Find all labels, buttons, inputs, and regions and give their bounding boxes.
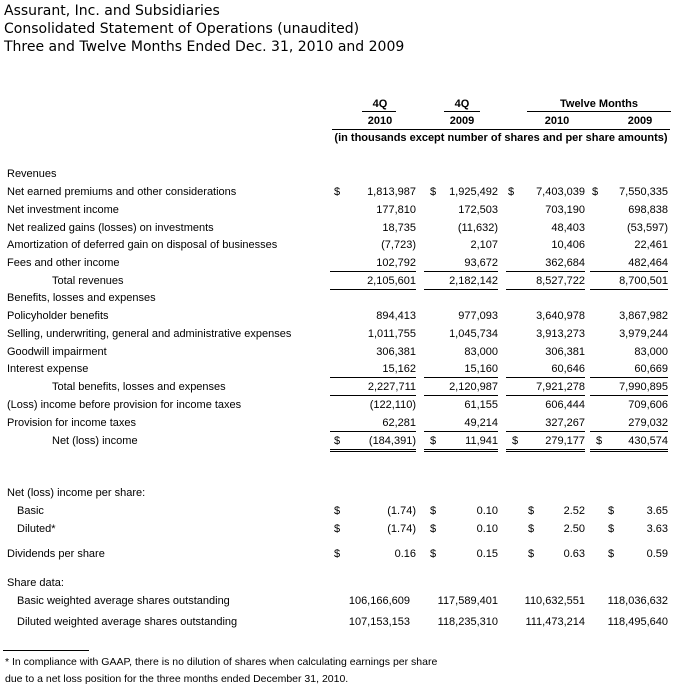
cell: 18,735	[382, 222, 416, 234]
col-year-3: 2010	[544, 115, 570, 127]
cell: 3,867,982	[619, 310, 668, 322]
cell: 306,381	[376, 346, 416, 358]
double-rule	[330, 449, 416, 450]
cell: 83,000	[464, 346, 498, 358]
cell: 177,810	[376, 204, 416, 216]
footnote-rule	[3, 650, 89, 651]
subtotal-rule	[590, 395, 668, 396]
total-revenues-label: Total revenues	[52, 275, 124, 287]
cell: 7,550,335	[619, 186, 668, 198]
currency-sign: $	[528, 505, 535, 517]
cell: 60,669	[634, 363, 668, 375]
cell: 3,913,273	[536, 328, 585, 340]
cell: 2,120,987	[449, 381, 498, 393]
cell: (1.74)	[387, 523, 416, 535]
currency-sign: $	[528, 523, 535, 535]
col-year-2: 2009	[449, 115, 475, 127]
subtotal-rule	[506, 395, 585, 396]
cell: 709,606	[628, 399, 668, 411]
currency-sign: $	[512, 435, 519, 447]
cell: 10,406	[551, 239, 585, 251]
cell: 62,281	[382, 417, 416, 429]
subtotal-rule	[424, 271, 498, 272]
currency-sign: $	[334, 435, 341, 447]
cell: (184,391)	[368, 435, 416, 447]
tax-label: Provision for income taxes	[7, 417, 136, 429]
subtotal-rule	[424, 431, 498, 432]
cell: 0.10	[476, 505, 498, 517]
currency-sign: $	[592, 186, 599, 198]
currency-sign: $	[334, 505, 341, 517]
cell: 118,036,632	[607, 595, 668, 607]
double-rule	[506, 451, 585, 452]
footnote-line-1: * In compliance with GAAP, there is no dilution of shares when calculating earnings per share	[5, 656, 438, 668]
cell: 698,838	[628, 204, 668, 216]
cell: 2,107	[470, 239, 498, 251]
cell: 430,574	[628, 435, 668, 447]
currency-sign: $	[608, 548, 615, 560]
currency-sign: $	[430, 505, 437, 517]
cell: 61,155	[464, 399, 498, 411]
cell: 2,105,601	[367, 275, 416, 287]
double-rule	[506, 449, 585, 450]
cell: 1,011,755	[367, 328, 416, 340]
cell: 118,495,640	[607, 616, 668, 628]
double-rule	[330, 451, 416, 452]
cell: 11,941	[465, 435, 498, 447]
cell: (1.74)	[387, 505, 416, 517]
subtotal-rule	[330, 271, 416, 272]
double-rule	[424, 449, 498, 450]
col-header-4q-a: 4Q	[372, 98, 388, 110]
cell: 117,589,401	[437, 595, 498, 607]
currency-sign: $	[608, 505, 615, 517]
subtotal-rule	[424, 395, 498, 396]
currency-sign: $	[508, 186, 515, 198]
cell: 22,461	[634, 239, 668, 251]
header-underline-4q-b	[444, 111, 480, 112]
row-label: Fees and other income	[7, 257, 120, 269]
cell: 48,403	[551, 222, 585, 234]
currency-sign: $	[334, 186, 341, 198]
cell: 7,403,039	[536, 186, 585, 198]
subtotal-rule	[506, 271, 585, 272]
currency-sign: $	[596, 435, 603, 447]
cell: 110,632,551	[524, 595, 585, 607]
cell: 2,182,142	[449, 275, 498, 287]
subtotal-rule	[590, 431, 668, 432]
row-label: Net investment income	[7, 204, 119, 216]
dividends-label: Dividends per share	[7, 548, 105, 560]
basic-eps-label: Basic	[17, 505, 44, 517]
cell: 111,473,214	[525, 616, 585, 628]
currency-sign: $	[608, 523, 615, 535]
cell: 0.63	[563, 548, 585, 560]
revenues-heading: Revenues	[7, 168, 57, 180]
subtotal-rule	[330, 289, 416, 290]
subtotal-rule	[330, 395, 416, 396]
subtotal-rule	[330, 431, 416, 432]
cell: 0.10	[476, 523, 498, 535]
cell: 83,000	[634, 346, 668, 358]
subtotal-rule	[590, 377, 668, 378]
header-underline-4q-a	[362, 111, 396, 112]
cell: 7,921,278	[536, 381, 585, 393]
col-header-4q-b: 4Q	[454, 98, 470, 110]
cell: 3,640,978	[536, 310, 585, 322]
cell: 2.50	[563, 523, 585, 535]
cell: 1,045,734	[449, 328, 498, 340]
basic-shares-label: Basic weighted average shares outstanding	[17, 595, 230, 607]
cell: (53,597)	[627, 222, 668, 234]
footnote-line-2: due to a net loss position for the three months ended December 31, 2010.	[5, 673, 349, 685]
cell: 2.52	[563, 505, 585, 517]
cell: 3.65	[646, 505, 668, 517]
currency-sign: $	[430, 186, 437, 198]
cell: 49,214	[464, 417, 498, 429]
row-label: Amortization of deferred gain on disposal of businesses	[7, 239, 278, 251]
diluted-eps-label: Diluted*	[17, 523, 56, 535]
col-year-1: 2010	[367, 115, 393, 127]
subtotal-rule	[506, 289, 585, 290]
row-label: Selling, underwriting, general and administrative expenses	[7, 328, 292, 340]
header-rule	[332, 129, 670, 130]
double-rule	[424, 451, 498, 452]
cell: (7,723)	[381, 239, 416, 251]
cell: 15,162	[382, 363, 416, 375]
cell: 0.59	[646, 548, 668, 560]
statement-period: Three and Twelve Months Ended Dec. 31, 2010 and 2009	[4, 39, 405, 55]
cell: 1,813,987	[367, 186, 416, 198]
cell: 977,093	[458, 310, 498, 322]
cell: 894,413	[376, 310, 416, 322]
cell: 118,235,310	[437, 616, 498, 628]
cell: 0.16	[394, 548, 416, 560]
benefits-heading: Benefits, losses and expenses	[7, 292, 156, 304]
subtotal-rule	[590, 289, 668, 290]
cell: (122,110)	[369, 399, 416, 411]
cell: 15,160	[464, 363, 498, 375]
cell: 2,227,711	[367, 381, 416, 393]
cell: 703,190	[545, 204, 585, 216]
currency-sign: $	[528, 548, 535, 560]
header-underline-twelve	[527, 111, 671, 112]
cell: 606,444	[545, 399, 585, 411]
pretax-label: (Loss) income before provision for income taxes	[7, 399, 242, 411]
col-header-twelve-months: Twelve Months	[559, 98, 639, 110]
diluted-shares-label: Diluted weighted average shares outstanding	[17, 616, 238, 628]
total-benefits-label: Total benefits, losses and expenses	[52, 381, 226, 393]
subtotal-rule	[506, 431, 585, 432]
per-share-heading: Net (loss) income per share:	[7, 487, 146, 499]
cell: 8,527,722	[536, 275, 585, 287]
currency-sign: $	[430, 523, 437, 535]
currency-sign: $	[334, 548, 341, 560]
row-label: Policyholder benefits	[7, 310, 109, 322]
double-rule	[590, 449, 668, 450]
cell: 279,032	[628, 417, 668, 429]
cell: 7,990,895	[619, 381, 668, 393]
cell: 327,267	[545, 417, 585, 429]
statement-title: Consolidated Statement of Operations (unaudited)	[4, 21, 360, 37]
units-note: (in thousands except number of shares and per share amounts)	[334, 132, 668, 144]
subtotal-rule	[590, 271, 668, 272]
cell: (11,632)	[457, 222, 498, 234]
subtotal-rule	[424, 377, 498, 378]
cell: 1,925,492	[449, 186, 498, 198]
currency-sign: $	[430, 548, 437, 560]
subtotal-rule	[424, 289, 498, 290]
cell: 306,381	[545, 346, 585, 358]
row-label: Interest expense	[7, 363, 89, 375]
double-rule	[590, 451, 668, 452]
col-year-4: 2009	[627, 115, 653, 127]
row-label: Net realized gains (losses) on investments	[7, 222, 214, 234]
cell: 279,177	[545, 435, 585, 447]
cell: 3,979,244	[619, 328, 668, 340]
cell: 8,700,501	[619, 275, 668, 287]
cell: 93,672	[464, 257, 498, 269]
cell: 106,166,609	[348, 595, 410, 607]
subtotal-rule	[506, 377, 585, 378]
row-label: Goodwill impairment	[7, 346, 107, 358]
cell: 482,464	[628, 257, 668, 269]
row-label: Net earned premiums and other considerations	[7, 186, 237, 198]
currency-sign: $	[430, 435, 437, 447]
cell: 60,646	[551, 363, 585, 375]
share-data-heading: Share data:	[7, 577, 64, 589]
net-income-label: Net (loss) income	[52, 435, 138, 447]
cell: 107,153,153	[348, 616, 410, 628]
company-name: Assurant, Inc. and Subsidiaries	[4, 3, 220, 19]
cell: 172,503	[458, 204, 498, 216]
cell: 102,792	[376, 257, 416, 269]
subtotal-rule	[330, 377, 416, 378]
cell: 3.63	[646, 523, 668, 535]
cell: 0.15	[476, 548, 498, 560]
currency-sign: $	[334, 523, 341, 535]
cell: 362,684	[545, 257, 585, 269]
